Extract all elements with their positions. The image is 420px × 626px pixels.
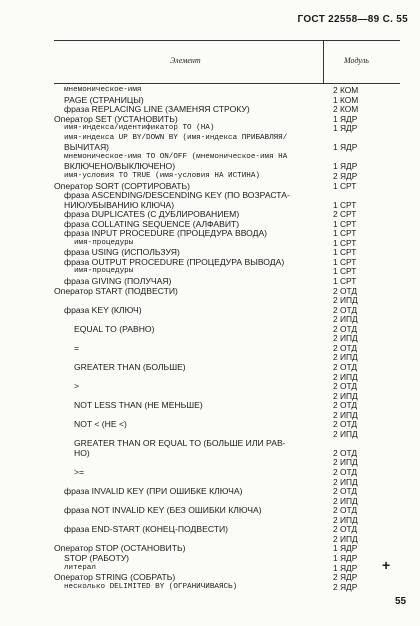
row-element: GREATER THAN (БОЛЬШЕ) (74, 361, 186, 372)
row-module: 2 ОТД (333, 342, 358, 353)
table-row (0, 161, 420, 171)
table-row (0, 553, 420, 563)
table-row (0, 362, 420, 372)
row-module: 1 ЯДР (333, 113, 358, 124)
row-module: 2 ИПД (333, 314, 358, 325)
table-row (0, 257, 420, 267)
row-element: NOT LESS THAN (НЕ МЕНЬШЕ) (74, 400, 203, 411)
row-element: ВКЛЮЧЕНО/ВЫКЛЮЧЕНО) (64, 161, 176, 172)
row-element: фраза COLLATING SEQUENCE (АЛФАВИТ) (64, 218, 240, 229)
row-element: имя-индекса UP BY/DOWN BY (имя-индекса ПРИБАВЛЯЯ/ (64, 133, 288, 142)
table-row (0, 572, 420, 582)
row-module: 1 ЯДР (333, 123, 358, 134)
row-module: 2 ИПД (333, 352, 358, 363)
row-module: 2 ИПД (333, 476, 358, 487)
table-row (0, 486, 420, 496)
row-element: GREATER THAN OR EQUAL TO (БОЛЬШЕ ИЛИ РАВ- (74, 438, 286, 449)
row-element: фраза OUTPUT PROCEDURE (ПРОЦЕДУРА ВЫВОДА) (64, 256, 285, 267)
table-row (0, 181, 420, 191)
table-row (0, 295, 420, 305)
row-module: 2 ИПД (333, 428, 358, 439)
row-element: NOT < (НЕ <) (74, 419, 127, 430)
column-header-element: Элемент (170, 56, 201, 65)
row-element: фраза GIVING (ПОЛУЧАЯ) (64, 276, 172, 286)
row-module: 1 СРТ (333, 180, 357, 191)
table-row (0, 219, 420, 229)
row-module: 2 ИПД (333, 495, 358, 506)
table-row (0, 505, 420, 515)
row-module: 2 ЯДР (333, 170, 358, 181)
row-element: НИЮ/УБЫВАНИЮ КЛЮЧА) (64, 199, 175, 210)
table-row (0, 152, 420, 162)
row-element: фраза NOT INVALID KEY (БЕЗ ОШИБКИ КЛЮЧА) (64, 505, 262, 516)
row-module: 2 ИПД (333, 295, 358, 306)
table-row (0, 200, 420, 210)
table-row (0, 343, 420, 353)
table-row (0, 228, 420, 238)
row-element: фраза ASCENDING/DESCENDING KEY (ПО ВОЗРАСТА- (64, 190, 290, 201)
table-row (0, 286, 420, 296)
row-module: 1 СРТ (333, 247, 357, 258)
row-element: мнемоническое-имя (64, 86, 142, 94)
table-row (0, 419, 420, 429)
table-row (0, 85, 420, 95)
table-row (0, 352, 420, 362)
row-element: Оператор SORT (СОРТИРОВАТЬ) (54, 180, 191, 191)
row-element: Оператор STRING (СОБРАТЬ) (54, 572, 176, 583)
row-element: несколько DELIMITED BY (ОГРАНИЧИВАЯСЬ) (64, 582, 238, 591)
row-module: 2 ОТД (333, 323, 358, 334)
table-row (0, 324, 420, 334)
row-element: >= (74, 467, 85, 477)
table-row (0, 582, 420, 592)
row-element: Оператор STOP (ОСТАНОВИТЬ) (54, 543, 186, 554)
row-module: 2 ИПД (333, 390, 358, 401)
row-element: фраза KEY (КЛЮЧ) (64, 304, 142, 315)
table-row (0, 515, 420, 525)
row-module: 2 ИПД (333, 533, 358, 544)
row-module: 2 ЯДР (333, 581, 358, 592)
row-module: 2 ЯДР (333, 572, 358, 583)
table-row (0, 276, 420, 286)
row-module: 2 ОТД (333, 447, 358, 458)
table-row (0, 114, 420, 124)
row-element: EQUAL TO (РАВНО) (74, 323, 155, 334)
row-element: ВЫЧИТАЯ) (64, 142, 110, 153)
row-module: 2 ОТД (333, 304, 358, 315)
row-module: 2 ОТД (333, 361, 358, 372)
row-module: 2 ОТД (333, 400, 358, 411)
table-row (0, 400, 420, 410)
row-module: 2 ИПД (333, 457, 358, 468)
row-module: 2 СРТ (333, 209, 357, 220)
row-module: 2 ОТД (333, 285, 358, 296)
table-row (0, 496, 420, 506)
row-element: PAGE (СТРАНИЦЫ) (64, 94, 144, 105)
margin-mark: + (382, 556, 391, 573)
table-row (0, 171, 420, 181)
row-module: 2 ОТД (333, 419, 358, 430)
row-element: мнемоническое-имя TO ON/OFF (мнемоническое-имя НА (64, 152, 288, 161)
page-header: ГОСТ 22558—89 С. 55 (297, 14, 408, 25)
row-module: 2 КОМ (333, 104, 359, 115)
table-row (0, 477, 420, 487)
table-header-rule (54, 83, 400, 84)
row-module: 2 ИПД (333, 333, 358, 344)
row-module: 1 СРТ (333, 237, 357, 248)
table-row (0, 467, 420, 477)
row-element: фраза USING (ИСПОЛЬЗУЯ) (64, 247, 180, 258)
row-element: имя-процедуры (74, 267, 134, 276)
row-module: 2 ОТД (333, 381, 358, 392)
table-row (0, 381, 420, 391)
table-row (0, 534, 420, 544)
table-row (0, 266, 420, 276)
row-element: фраза DUPLICATES (С ДУБЛИРОВАНИЕМ) (64, 209, 240, 220)
table-row (0, 190, 420, 200)
row-element: литерал (64, 563, 96, 572)
row-module: 1 СРТ (333, 228, 357, 239)
row-element: Оператор SET (УСТАНОВИТЬ) (54, 113, 178, 124)
table-row (0, 123, 420, 133)
row-element: НО) (74, 447, 90, 458)
row-module: 2 ОТД (333, 486, 358, 497)
table-row (0, 247, 420, 257)
table-row (0, 305, 420, 315)
row-element: фраза REPLACING LINE (ЗАМЕНЯЯ СТРОКУ) (64, 104, 250, 115)
row-element: имя-условия TO TRUE (имя-условия НА ИСТИНА) (64, 171, 260, 180)
row-module: 1 ЯДР (333, 552, 358, 563)
table-row (0, 457, 420, 467)
row-module: 1 ЯДР (333, 142, 358, 153)
row-module: 2 ИПД (333, 371, 358, 382)
row-module: 2 ИПД (333, 409, 358, 420)
row-module: 1 СРТ (333, 218, 357, 229)
row-module: 1 ЯДР (333, 562, 358, 573)
page-number: 55 (395, 596, 407, 607)
row-element: фраза END-START (КОНЕЦ-ПОДВЕСТИ) (64, 524, 229, 535)
column-header-module: Модуль (344, 56, 369, 65)
table-row (0, 391, 420, 401)
row-module: 2 ОТД (333, 467, 358, 477)
table-row (0, 524, 420, 534)
row-module: 1 СРТ (333, 266, 357, 277)
row-module: 2 ИПД (333, 514, 358, 525)
table-row (0, 238, 420, 248)
table-row (0, 372, 420, 382)
row-module: 1 СРТ (333, 276, 357, 286)
table-row (0, 95, 420, 105)
table-row (0, 314, 420, 324)
row-element: STOP (РАБОТУ) (64, 552, 130, 563)
row-module: 2 ОТД (333, 505, 358, 516)
row-module: 1 СРТ (333, 256, 357, 267)
table-row (0, 333, 420, 343)
table-row (0, 448, 420, 458)
table-row (0, 438, 420, 448)
row-element: = (74, 342, 80, 353)
row-element: фраза INPUT PROCEDURE (ПРОЦЕДУРА ВВОДА) (64, 228, 268, 239)
header-column-divider (323, 40, 324, 83)
row-module: 1 ЯДР (333, 543, 358, 554)
row-module: 1 СРТ (333, 199, 357, 210)
row-element: > (74, 381, 80, 392)
row-element: Оператор START (ПОДВЕСТИ) (54, 285, 178, 296)
row-module: 2 КОМ (333, 85, 359, 95)
table-row (0, 429, 420, 439)
row-module: 1 КОМ (333, 94, 359, 105)
table-row (0, 543, 420, 553)
table-row (0, 209, 420, 219)
row-element: фраза INVALID KEY (ПРИ ОШИБКЕ КЛЮЧА) (64, 486, 243, 497)
row-module: 1 ЯДР (333, 161, 358, 172)
table-top-rule (54, 40, 400, 41)
row-module: 2 ОТД (333, 524, 358, 535)
row-element: имя-процедуры (74, 238, 134, 247)
table-row (0, 133, 420, 143)
row-element: имя-индекса/идентификатор TO (НА) (64, 124, 215, 133)
table-row (0, 410, 420, 420)
table-row (0, 142, 420, 152)
table-row (0, 104, 420, 114)
